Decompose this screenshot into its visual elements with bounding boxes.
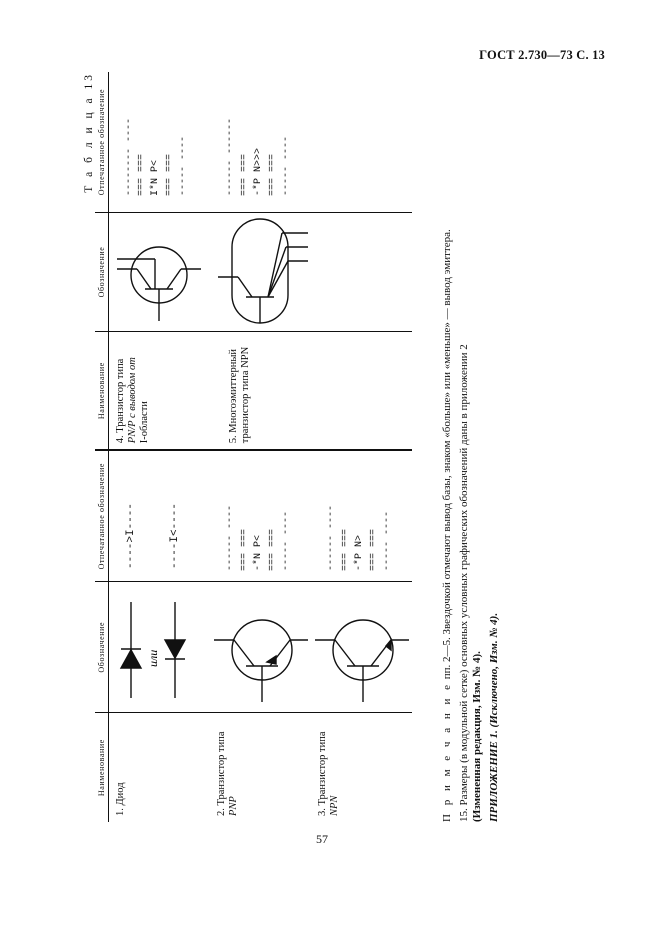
col-header-printed-1: Отпечатанное обозначение	[95, 450, 109, 582]
multi-emitter-printed	[210, 72, 310, 212]
table-row	[311, 72, 412, 822]
col-header-printed-2: Отпечатанное обозначение	[95, 72, 109, 213]
col-header-name-2: Наименование	[95, 332, 109, 451]
page-header: ГОСТ 2.730—73 С. 13	[479, 48, 605, 62]
printed-cell	[210, 450, 311, 582]
rotated-content	[83, 72, 655, 822]
diode-printed	[109, 451, 209, 581]
transistor-pnp-printed	[210, 451, 310, 581]
row-name: 2. Транзистор типа PNP	[216, 731, 239, 816]
svg-text:-*P N>>>: -*P N>>>	[253, 148, 264, 197]
item-15-text: 15. Размеры (в модульной сетке) основных условных графических обозначений даны в приложении 2	[458, 344, 470, 822]
col-header-symbol-1: Обозначение	[95, 582, 109, 713]
empty-cell	[311, 72, 412, 213]
item-15-amendment: (Измененная редакция, Изм. № 4).	[471, 651, 483, 822]
svg-text:------ ------: ------ ------	[225, 118, 236, 197]
printed-cell	[109, 72, 211, 213]
svg-text:=== ===: === ===	[368, 529, 379, 572]
name-cell	[210, 332, 311, 451]
table-caption: Т а б л и ц а 13	[83, 72, 95, 193]
svg-text:I*N P<: I*N P<	[150, 160, 161, 197]
symbol-cell	[311, 582, 412, 713]
diode-name: 1. Диод	[115, 782, 126, 816]
multi-emitter-symbol	[210, 213, 310, 331]
transistor-pnp-i-printed	[109, 72, 209, 212]
note-label: П р и м е ч а н и е	[441, 682, 453, 822]
transistor-npn-printed	[311, 451, 411, 581]
svg-text:-*N P<: -*N P<	[253, 535, 264, 572]
svg-text:----- ----: ----- ----	[178, 136, 189, 197]
table-header-row	[95, 72, 109, 822]
item-15	[458, 72, 484, 822]
row-name: 3. Транзистор типа NPN	[317, 731, 340, 816]
row-name	[109, 713, 127, 822]
table-row	[210, 72, 311, 822]
note-text: пп. 2—5. Звездочкой отмечают вывод базы, знаком «больше» или «меньше» — вывод эмиттера.	[441, 229, 453, 680]
name-cell	[311, 713, 412, 822]
symbol-cell	[210, 213, 311, 332]
name-cell	[109, 332, 211, 451]
svg-text:-*P N>: -*P N>	[354, 535, 365, 572]
svg-text:=== ===: === ===	[267, 529, 278, 572]
note-paragraph	[441, 72, 454, 822]
svg-text:=== ===: === ===	[136, 154, 147, 197]
svg-text:------ ----: ------ ----	[225, 505, 236, 572]
or-label: или	[146, 649, 160, 668]
page-number: 57	[316, 832, 328, 846]
printed-cell	[311, 450, 412, 582]
appendix-line	[488, 72, 501, 822]
transistor-pnp-symbol	[210, 582, 310, 712]
svg-text:=== ===: === ===	[164, 154, 175, 197]
svg-text:=== ===: === ===	[239, 154, 250, 197]
appendix-text: ПРИЛОЖЕНИЕ 1. (Исключено, Изм. № 4).	[488, 612, 500, 822]
col-header-symbol-2: Обозначение	[95, 213, 109, 332]
notes-block	[441, 72, 505, 822]
name-cell	[109, 713, 211, 822]
transistor-npn-symbol	[311, 582, 411, 712]
symbol-cell	[109, 213, 211, 332]
svg-text:------ ----: ------ ----	[326, 505, 337, 572]
printed-cell	[210, 72, 311, 213]
svg-text:----- ----: ----- ----	[281, 136, 292, 197]
svg-text:=== ===: === ===	[340, 529, 351, 572]
table-row	[109, 72, 211, 822]
symbol-cell	[109, 582, 211, 713]
svg-text:----I<----: ----I<----	[169, 503, 181, 570]
empty-cell	[311, 213, 412, 332]
svg-text:----- ----: ----- ----	[281, 511, 292, 572]
svg-text:-------- ----: -------- ----	[124, 118, 135, 197]
svg-text:---->I----: ---->I----	[125, 503, 137, 570]
svg-text:=== ===: === ===	[267, 154, 278, 197]
col-header-name-1: Наименование	[95, 713, 109, 822]
diode-symbol	[109, 582, 209, 712]
row-name-5: 5. Многоэмиттерный транзистор типа NPN	[228, 346, 251, 444]
svg-text:=== ===: === ===	[239, 529, 250, 572]
printed-cell	[109, 450, 211, 582]
symbols-table	[95, 72, 412, 822]
empty-cell	[311, 332, 412, 451]
svg-text:----- ----: ----- ----	[382, 511, 393, 572]
name-cell	[210, 713, 311, 822]
transistor-pnp-i-symbol	[109, 213, 209, 331]
row-name-4: 4. Транзистор типа PN/P с выводом от I-области	[115, 357, 150, 444]
symbol-cell	[210, 582, 311, 713]
